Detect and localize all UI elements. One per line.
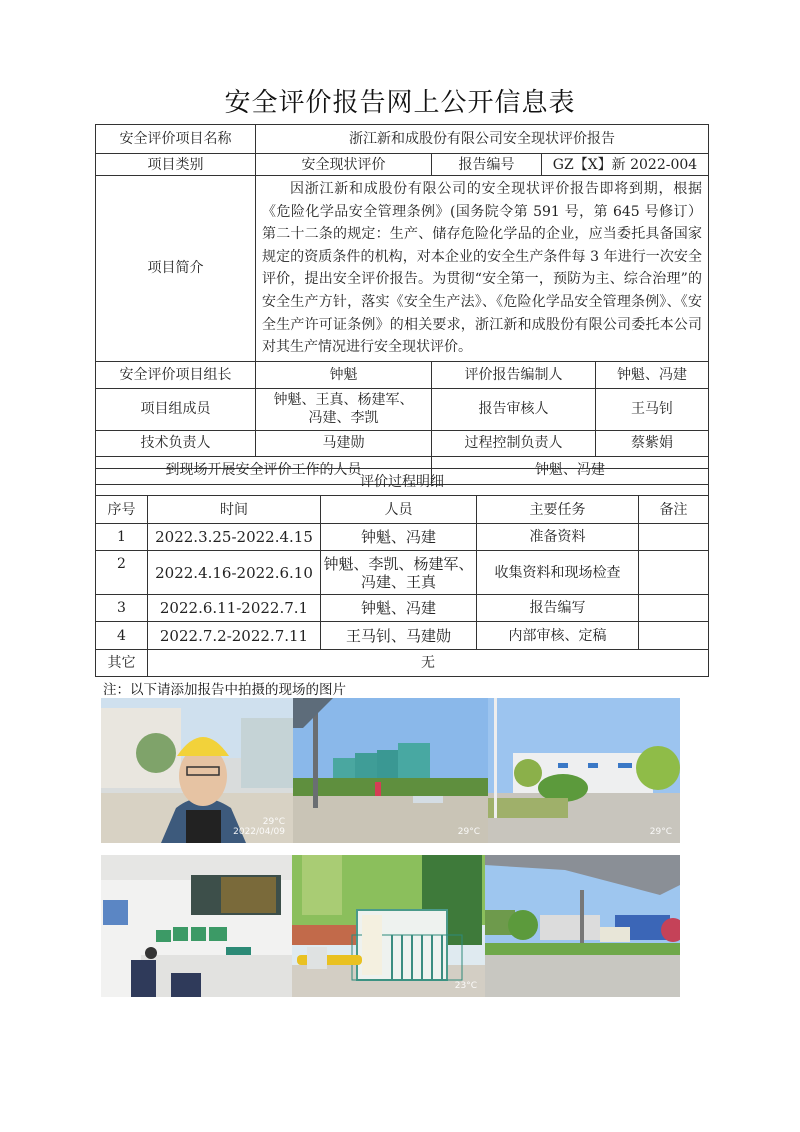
project-name-label: 安全评价项目名称 bbox=[96, 125, 256, 154]
row-no: 2 bbox=[96, 551, 148, 595]
header-task: 主要任务 bbox=[477, 496, 639, 524]
row-people: 王马钊、马建勋 bbox=[321, 622, 477, 650]
intro-label: 项目简介 bbox=[96, 176, 256, 362]
leader-label: 安全评价项目组长 bbox=[96, 361, 256, 388]
info-table bbox=[95, 124, 709, 485]
process-table bbox=[95, 468, 709, 677]
table-row bbox=[96, 595, 709, 622]
row-task: 报告编写 bbox=[477, 595, 639, 622]
reviewer-label: 报告审核人 bbox=[432, 388, 596, 430]
header-no: 序号 bbox=[96, 496, 148, 524]
row-people: 钟魁、冯建 bbox=[321, 524, 477, 551]
process-section-title: 评价过程明细 bbox=[96, 469, 709, 496]
process-ctrl-label: 过程控制负责人 bbox=[432, 430, 596, 456]
row-time: 2022.4.16-2022.6.10 bbox=[148, 551, 321, 595]
onsite-value: 钟魁、冯建 bbox=[432, 456, 709, 484]
row-time: 2022.6.11-2022.7.1 bbox=[148, 595, 321, 622]
table-row bbox=[96, 622, 709, 650]
header-time: 时间 bbox=[148, 496, 321, 524]
leader-value: 钟魁 bbox=[256, 361, 432, 388]
photo-cooling-towers bbox=[293, 698, 488, 843]
row-people: 钟魁、冯建 bbox=[321, 595, 477, 622]
onsite-label: 到现场开展安全评价工作的人员 bbox=[96, 456, 432, 484]
other-label: 其它 bbox=[96, 650, 148, 677]
row-task: 内部审核、定稿 bbox=[477, 622, 639, 650]
category-value: 安全现状评价 bbox=[256, 154, 432, 176]
intro-text: 因浙江新和成股份有限公司的安全现状评价报告即将到期，根据《危险化学品安全管理条例》(国务院令第 591 号，第 645 号修订）第二十二条的规定：生产、储存危险化学品的企业，应当委托具备国家规定的资质条件的机构，对本企业的安全生产条件每 3 年进行一次安全评价，提出安全评价报告。为贯彻“安全第一，预防为主、综合治理”的安全生产方针，落实《安全生产法》、《危险化学品安全管理条例》、《安全生产许可证条例》的相关要求，浙江新和成股份有限公司委托本公司对其生产情况进行安全现状评价。 bbox=[256, 176, 709, 362]
photo-stamp: 29°C bbox=[649, 827, 672, 837]
row-no: 1 bbox=[96, 524, 148, 551]
row-time: 2022.7.2-2022.7.11 bbox=[148, 622, 321, 650]
row-no: 4 bbox=[96, 622, 148, 650]
reviewer-value: 王马钊 bbox=[596, 388, 709, 430]
tech-lead-label: 技术负责人 bbox=[96, 430, 256, 456]
photo-white-building bbox=[488, 698, 680, 843]
other-value: 无 bbox=[148, 650, 709, 677]
report-no-label: 报告编号 bbox=[432, 154, 542, 176]
row-remark bbox=[639, 524, 709, 551]
project-name-value: 浙江新和成股份有限公司安全现状评价报告 bbox=[256, 125, 709, 154]
tech-lead-value: 马建勋 bbox=[256, 430, 432, 456]
header-remark: 备注 bbox=[639, 496, 709, 524]
row-task: 收集资料和现场检查 bbox=[477, 551, 639, 595]
row-time: 2022.3.25-2022.4.15 bbox=[148, 524, 321, 551]
row-remark bbox=[639, 622, 709, 650]
photo-stamp: 23°C bbox=[454, 981, 477, 991]
page-title: 安全评价报告网上公开信息表 bbox=[224, 88, 576, 118]
photo-note: 注：以下请添加报告中拍摄的现场的图片 bbox=[103, 682, 346, 698]
row-remark bbox=[639, 595, 709, 622]
row-task: 准备资料 bbox=[477, 524, 639, 551]
row-no: 3 bbox=[96, 595, 148, 622]
table-row bbox=[96, 524, 709, 551]
photo-stamp: 29°C bbox=[457, 827, 480, 837]
row-remark bbox=[639, 551, 709, 595]
process-ctrl-value: 蔡紫娟 bbox=[596, 430, 709, 456]
photo-control-room bbox=[101, 855, 292, 997]
photo-pipe-rack bbox=[485, 855, 680, 997]
row-people: 钟魁、李凯、杨建军、冯建、王真 bbox=[321, 551, 477, 595]
compiler-value: 钟魁、冯建 bbox=[596, 361, 709, 388]
table-row bbox=[96, 551, 709, 595]
members-label: 项目组成员 bbox=[96, 388, 256, 430]
compiler-label: 评价报告编制人 bbox=[432, 361, 596, 388]
report-no-value: GZ【X】新 2022-004 bbox=[542, 154, 709, 176]
photo-stamp: 29°C 2022/04/09 bbox=[233, 817, 285, 837]
header-people: 人员 bbox=[321, 496, 477, 524]
photo-selfie-helmet bbox=[101, 698, 293, 843]
category-label: 项目类别 bbox=[96, 154, 256, 176]
photo-gas-station bbox=[292, 855, 485, 997]
members-value: 钟魁、王真、杨建军、冯建、李凯 bbox=[256, 388, 432, 430]
